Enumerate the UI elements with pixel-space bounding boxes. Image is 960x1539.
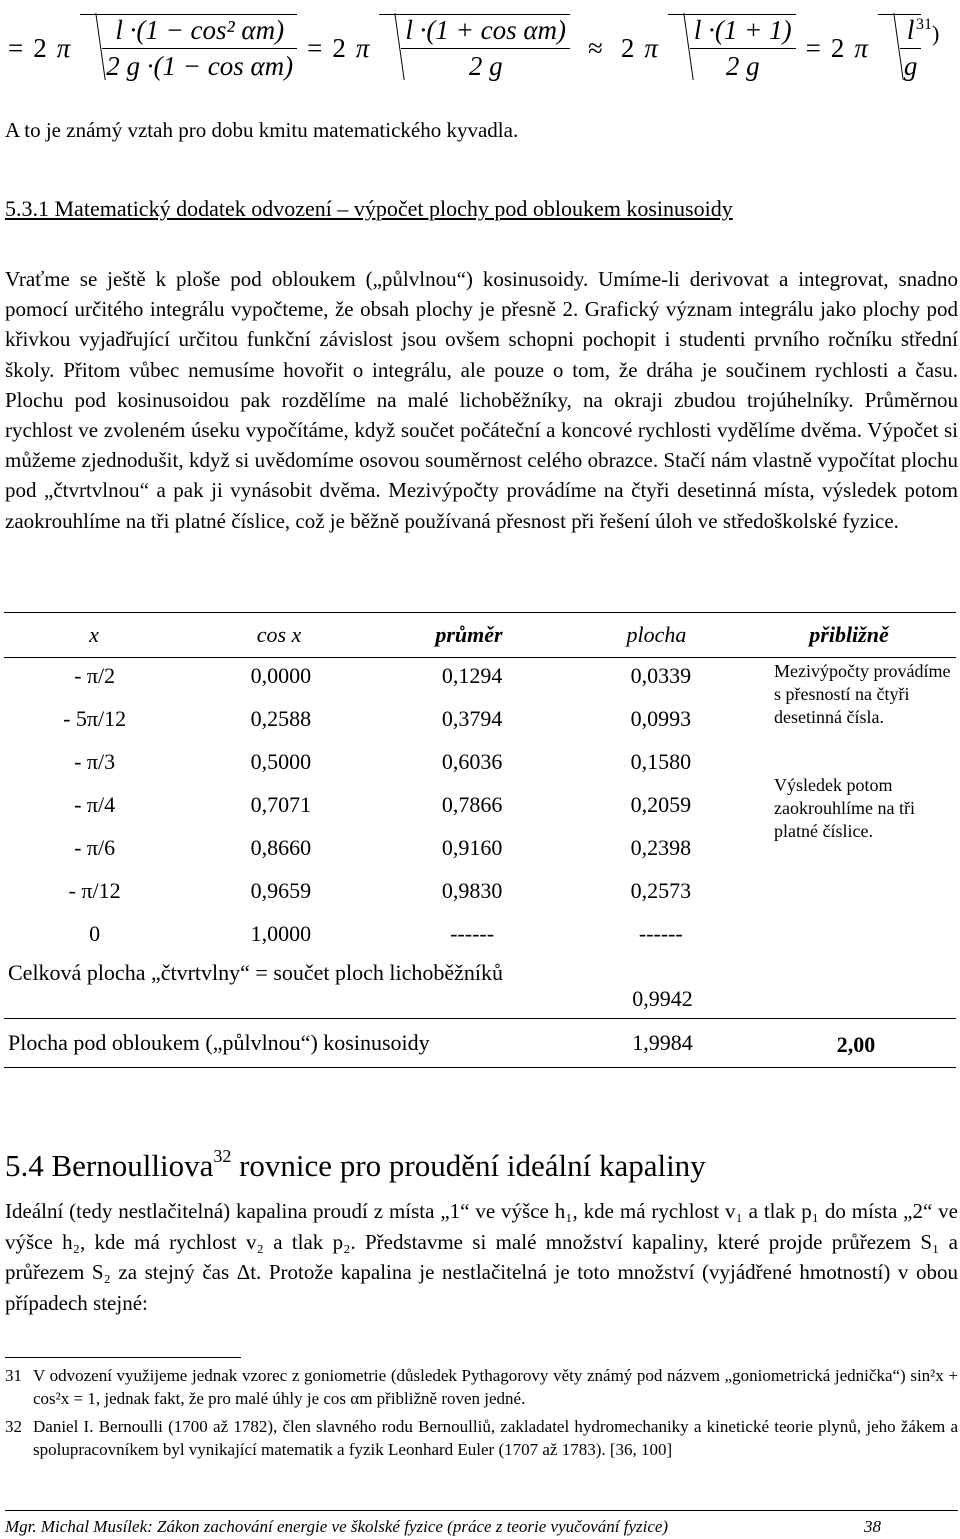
cell-x: - π/2 xyxy=(74,662,116,688)
factor-two: 2 xyxy=(33,32,47,63)
area-table xyxy=(4,612,956,1072)
cell-plocha: 0,2398 xyxy=(630,834,692,860)
half-wave-rounded: 2,00 xyxy=(836,1032,876,1057)
sqrt-1 xyxy=(80,14,297,82)
factor-two: 2 xyxy=(830,32,845,63)
fraction-1 xyxy=(102,15,297,82)
section-531-paragraph: Vraťme se ještě k ploše pod obloukem („půlvlnou“) kosinusoidy. Umíme-li derivovat a integrovat, snadno pomocí určitého integrálu vypočteme, že obsah plochy je přesně 2. Grafický význam integrálu jako plochy pod křivkou vyjadřující určitou funkční závislost jsou ovšem schopni pochopit i studenti prvního ročníku střední školy. Přitom vůbec nemusíme hovořit o integrálu, ale pouze o tom, že dráha je součinem rychlosti a času. Plochu pod kosinusoidou pak rozdělíme na malé lichoběžníky, na okraji zbudou trojúhelníky. Průměrnou rychlost ve zvoleném úseku vypočítáme, když součet počáteční a koncové rychlosti vydělíme dvěma. Výpočet si můžeme zjednodušit, když si uvědomíme osovou souměrnost celého obrazce. Stačí nám vlastně vypočítat plochu pod „čtvrtvlnou“ a pak ji vynásobit dvěma. Mezivýpočty provádíme na čtyři desetinná místa, výsledek potom zaokrouhlíme na tři platné číslice, což je běžně používaná přesnost při řešení úloh ve středoškolské fyzice. xyxy=(5,267,958,533)
table-row xyxy=(4,783,754,826)
cell-plocha: 0,2573 xyxy=(630,877,692,903)
cell-cos: 0,2588 xyxy=(250,705,312,731)
table-rule-bottom xyxy=(4,1067,956,1068)
table-row xyxy=(4,697,754,740)
footnote-number: 31 xyxy=(5,1366,22,1385)
fraction-4-numerator: l xyxy=(906,15,915,45)
approx-sign: ≈ xyxy=(588,32,603,63)
cell-x: - π/12 xyxy=(68,877,121,903)
fraction-2-denominator: 2 g xyxy=(401,48,570,82)
cell-prumer: 0,6036 xyxy=(441,748,503,774)
fraction-1-denominator: 2 g ·(1 − cos αm) xyxy=(102,48,297,82)
footnote-31 xyxy=(5,1364,958,1410)
half-wave-value: 1,9984 xyxy=(632,1030,693,1055)
pi-symbol: π xyxy=(854,32,868,63)
footnote-separator xyxy=(5,1357,241,1358)
header-prumer: průměr xyxy=(435,621,503,647)
cell-prumer: ------ xyxy=(450,920,495,946)
pi-symbol: π xyxy=(644,32,658,63)
footer-rule xyxy=(5,1510,958,1511)
section-531-heading: 5.3.1 Matematický dodatek odvození – výpočet plochy pod obloukem kosinusoidy xyxy=(5,196,733,221)
section-54-heading-prefix: 5.4 Bernoulliova xyxy=(5,1148,214,1183)
section-54-heading-suffix: rovnice pro proudění ideální kapaliny xyxy=(231,1148,706,1183)
factor-two: 2 xyxy=(332,32,346,63)
table-note-rounding: Výsledek potom zaokrouhlíme na tři platné číslice. xyxy=(774,775,915,841)
table-header-row xyxy=(4,612,956,657)
fraction-3-numerator: l ·(1 + 1) xyxy=(693,15,792,45)
fraction-3-denominator: 2 g xyxy=(690,48,796,82)
pi-symbol: π xyxy=(355,32,370,63)
equals-sign: = xyxy=(8,32,24,63)
cell-x: - π/3 xyxy=(74,748,116,774)
table-body xyxy=(4,654,754,955)
table-row xyxy=(4,826,754,869)
section-54-paragraph: Ideální (tedy nestlačitelná) kapalina proudí z místa „1“ ve výšce h₁, kde má rychlost v₁ a tlak p₁ do místa „2“ ve výšce h₂, kde má rychlost v₂ a tlak p₂. Představme si malé množství kapaliny, které projde průřezem S₁ a průřezem S₂ za stejný čas Δt. Protože kapalina je nestlačitelná je toto množství (vyjádřené hmotností) v obou případech stejné: xyxy=(5,1199,958,1315)
header-x: x xyxy=(89,621,99,647)
table-row xyxy=(4,869,754,912)
table-note-precision: Mezivýpočty provádíme s přesností na čtyři desetinná čísla. xyxy=(774,661,951,727)
half-wave-label: Plocha pod obloukem („půlvlnou“) kosinusoidy xyxy=(8,1030,430,1055)
intro-line: A to je známý vztah pro dobu kmitu matematického kyvadla. xyxy=(5,118,519,142)
cell-prumer: 0,7866 xyxy=(441,791,503,817)
header-plocha: plocha xyxy=(626,621,687,647)
footnote-ref-32: 32 xyxy=(213,1146,232,1166)
footnote-number: 32 xyxy=(5,1417,22,1436)
footnote-text: V odvození využijeme jednak vzorec z goniometrie (důsledek Pythagorovy věty známý pod názvem „goniometrická jednička“) sin²x + cos²x = 1, jednak fakt, že pro malé úhly je cos αm přibližně roven jedné. xyxy=(33,1366,958,1408)
formula-footnote-ref xyxy=(916,16,939,47)
sqrt-4 xyxy=(878,14,922,82)
cell-plocha: 0,1580 xyxy=(630,748,692,774)
cell-prumer: 0,1294 xyxy=(441,662,503,688)
period-formula xyxy=(8,2,921,94)
total-value: 0,9942 xyxy=(632,986,693,1011)
footer-text: Mgr. Michal Musílek: Zákon zachování energie ve školské fyzice (práce z teorie vyučování fyzice) xyxy=(5,1517,669,1536)
sqrt-2 xyxy=(379,14,570,82)
footnote-ref-31: 31 xyxy=(916,16,932,33)
cell-cos: 0,0000 xyxy=(250,662,312,688)
cell-prumer: 0,9830 xyxy=(441,877,503,903)
cell-x: - 5π/12 xyxy=(63,705,127,731)
total-label: Celková plocha „čtvrtvlny“ = součet ploch lichoběžníků xyxy=(8,960,504,985)
table-row xyxy=(4,740,754,783)
cell-x: 0 xyxy=(89,920,101,946)
cell-plocha: 0,0993 xyxy=(630,705,692,731)
equals-sign: = xyxy=(805,32,821,63)
cell-cos: 0,7071 xyxy=(250,791,312,817)
cell-plocha: ------ xyxy=(638,920,683,946)
table-row xyxy=(4,654,754,697)
fraction-1-numerator: l ·(1 − cos² αm) xyxy=(115,15,285,45)
cell-plocha: 0,2059 xyxy=(630,791,692,817)
cell-x: - π/4 xyxy=(74,791,116,817)
cell-prumer: 0,3794 xyxy=(441,705,503,731)
fraction-4-denominator: g xyxy=(900,48,922,82)
fraction-2 xyxy=(401,15,570,82)
cell-cos: 0,9659 xyxy=(250,877,312,903)
section-54-heading xyxy=(5,1146,706,1184)
footnote-32 xyxy=(5,1415,958,1461)
equals-sign: = xyxy=(307,32,323,63)
factor-two: 2 xyxy=(620,32,635,63)
header-priblizne: přibližně xyxy=(809,621,889,647)
footnote-text: Daniel I. Bernoulli (1700 až 1782), člen slavného rodu Bernoulliů, zakladatel hydromechaniky a kinetické teorie plynů, jeho žákem a spolupracovníkem byl vynikající matematik a fyzik Leonhard Euler (1707 až 1783). [36, 100] xyxy=(33,1417,958,1459)
cell-cos: 1,0000 xyxy=(250,920,312,946)
cell-cos: 0,5000 xyxy=(250,748,312,774)
header-cos-x: cos x xyxy=(256,621,302,647)
cell-prumer: 0,9160 xyxy=(441,834,503,860)
cell-plocha: 0,0339 xyxy=(630,662,692,688)
closing-paren: ) xyxy=(932,21,940,46)
fraction-3 xyxy=(690,15,796,82)
cell-cos: 0,8660 xyxy=(250,834,312,860)
fraction-2-numerator: l ·(1 + cos αm) xyxy=(405,15,567,45)
pi-symbol: π xyxy=(56,32,71,63)
page-number: 38 xyxy=(864,1517,881,1536)
cell-x: - π/6 xyxy=(74,834,116,860)
sqrt-3 xyxy=(668,14,796,82)
table-row xyxy=(4,912,754,955)
table-rule-total xyxy=(4,1018,956,1019)
